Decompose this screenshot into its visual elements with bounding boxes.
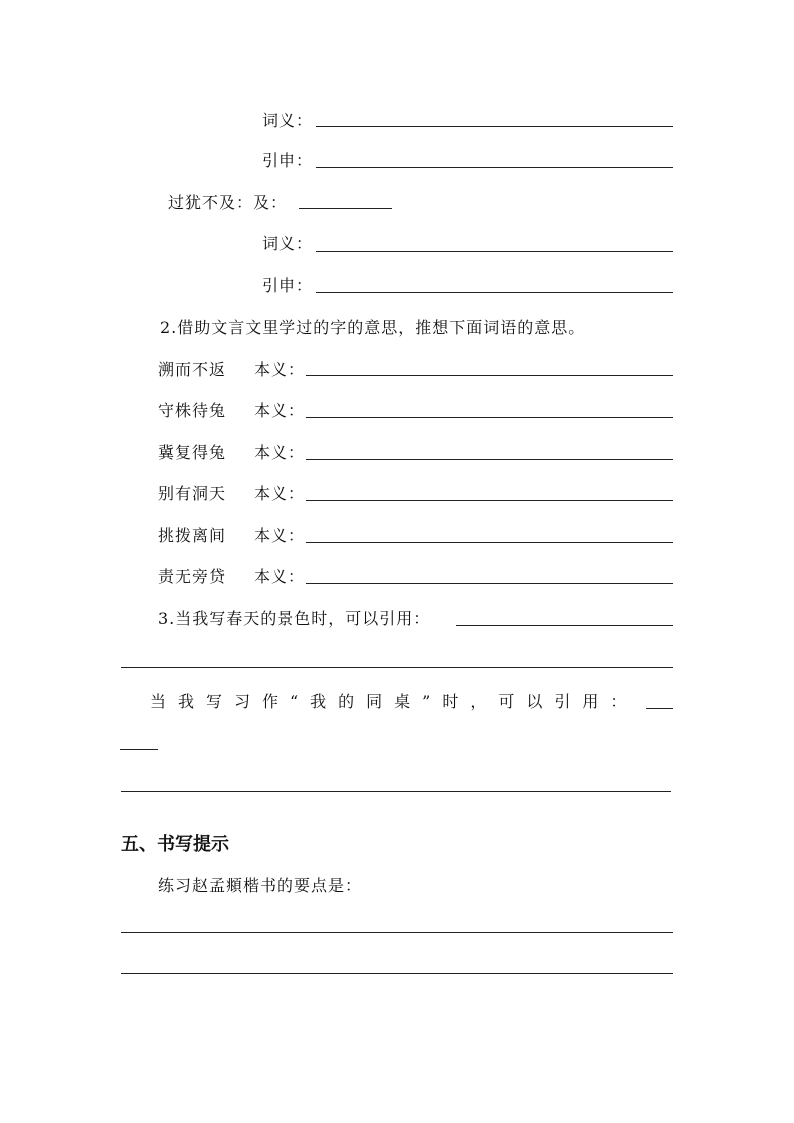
answer-line-q3-e[interactable] xyxy=(121,791,671,792)
label-guoyoubuji: 过犹不及：及： xyxy=(168,193,288,212)
answer-line-q3-c[interactable] xyxy=(646,708,673,709)
idiom-label: 守株待兔 xyxy=(158,401,227,420)
meaning-label: 本义： xyxy=(254,567,306,586)
idiom-label: 溯而不返 xyxy=(158,360,227,379)
answer-line-ciyi-1[interactable] xyxy=(316,126,673,127)
label-yinshen: 引申： xyxy=(262,151,314,170)
row-guoyoubuji xyxy=(0,190,794,214)
answer-line-q2-5[interactable] xyxy=(306,542,673,543)
answer-line-q2-2[interactable] xyxy=(306,417,673,418)
section-heading: 五、书写提示 xyxy=(121,834,229,855)
label-yinshen: 引申： xyxy=(262,276,314,295)
meaning-label: 本义： xyxy=(254,401,306,420)
idiom-label: 挑拨离间 xyxy=(158,526,227,545)
answer-line-yinshen-2[interactable] xyxy=(316,292,673,293)
meaning-label: 本义： xyxy=(254,443,306,462)
answer-line-s5-1[interactable] xyxy=(121,932,673,933)
meaning-label: 本义： xyxy=(254,526,306,545)
answer-line-ciyi-2[interactable] xyxy=(316,251,673,252)
idiom-label: 责无旁贷 xyxy=(158,567,227,586)
answer-line-yinshen-1[interactable] xyxy=(316,167,673,168)
answer-line-q2-6[interactable] xyxy=(306,583,673,584)
answer-line-s5-2[interactable] xyxy=(121,973,673,974)
answer-line-q2-1[interactable] xyxy=(306,375,673,376)
q2-prompt: 2.借助文言文里学过的字的意思，推想下面词语的意思。 xyxy=(160,318,586,337)
answer-line-q3-a[interactable] xyxy=(456,625,673,626)
answer-line-q3-b[interactable] xyxy=(121,667,673,668)
answer-line-q2-3[interactable] xyxy=(306,459,673,460)
label-ciyi: 词义： xyxy=(262,234,314,253)
label-ciyi: 词义： xyxy=(262,111,314,130)
meaning-label: 本义： xyxy=(254,484,306,503)
section5-prompt: 练习赵孟頫楷书的要点是： xyxy=(158,876,363,895)
answer-line-q2-4[interactable] xyxy=(306,500,673,501)
row-yinshen-2 xyxy=(0,273,794,297)
answer-line-q3-d[interactable] xyxy=(120,749,158,750)
row-yinshen-1 xyxy=(0,148,794,172)
q3-prompt-2: 当我写习作“我的同桌”时，可以引用： xyxy=(150,692,639,711)
idiom-label: 冀复得兔 xyxy=(158,443,227,462)
answer-line-ji[interactable] xyxy=(299,208,392,209)
idiom-label: 别有洞天 xyxy=(158,484,227,503)
meaning-label: 本义： xyxy=(254,360,306,379)
row-ciyi-1 xyxy=(0,108,794,132)
q3-prompt: 3.当我写春天的景色时，可以引用： xyxy=(158,609,431,628)
